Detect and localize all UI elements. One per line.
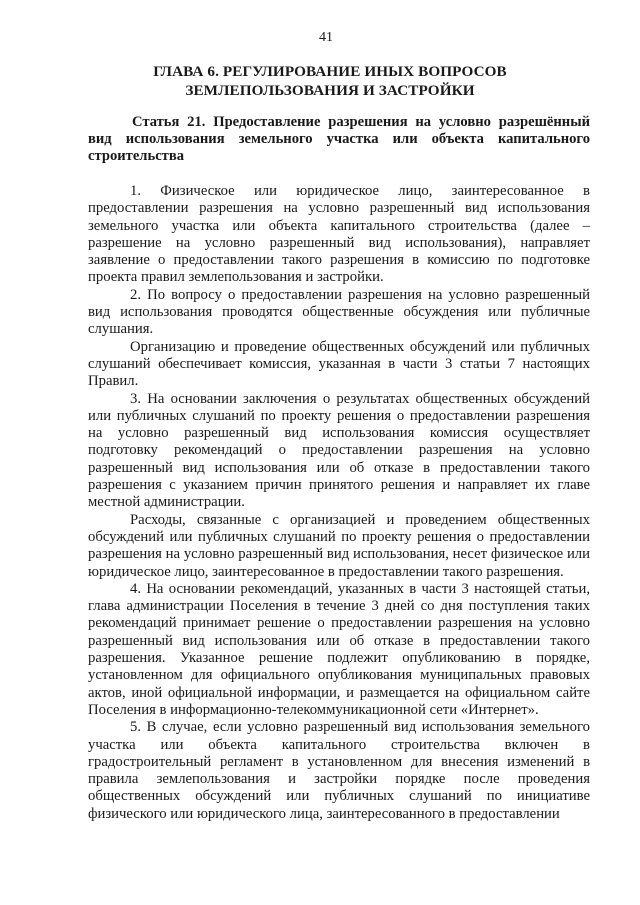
article-body (88, 183, 590, 823)
paragraph-2: 2. По вопросу о предоставлении разрешения на условно разрешенный вид использования проводятся общественные обсуждения или публичные слушания. (88, 286, 590, 338)
paragraph-7: 5. В случае, если условно разрешенный вид использования земельного участка или объекта капитального строительства включен в градостроительный регламент в установленном для внесения изменений в правила землепользования и застройки порядке после проведения общественных обсуждений или публичных слушаний по инициативе физического или юридического лица, заинтересованного в предоставлении (88, 719, 590, 822)
chapter-title-line-1: ГЛАВА 6. РЕГУЛИРОВАНИЕ ИНЫХ ВОПРОСОВ (153, 63, 507, 80)
paragraph-4: 3. На основании заключения о результатах общественных обсуждений или публичных слушаний по проекту решения о предоставлении разрешения на условно разрешенный вид использования комиссия осуществляет подготовку рекомендаций о предоставлении разрешения на условно разрешенный вид использования или об отказе в предоставлении такого разрешения с указанием причин принятого решения и направляет их главе местной администрации. (88, 390, 590, 511)
paragraph-3: Организацию и проведение общественных обсуждений или публичных слушаний обеспечивает комиссия, указанная в части 3 статьи 7 настоящих Правил. (88, 338, 590, 390)
chapter-title (60, 62, 600, 100)
paragraph-6: 4. На основании рекомендаций, указанных в части 3 настоящей статьи, глава администрации Поселения в течение 3 дней со дня поступления таких рекомендаций принимает решение о предоставлении разрешения на условно разрешенный вид использования или об отказе в предоставлении такого разрешения. Указанное решение подлежит опубликованию в порядке, установленном для официального опубликования муниципальных правовых актов, иной официальной информации, и размещается на официальном сайте Поселения в информационно-телекоммуникационной сети «Интернет». (88, 580, 590, 718)
article-title: Статья 21. Предоставление разрешения на условно разрешённый вид использования земельного участка или объекта капитального строительства (88, 114, 590, 164)
page-number: 41 (319, 30, 333, 45)
paragraph-1: 1. Физическое или юридическое лицо, заинтересованное в предоставлении разрешения на условно разрешенный вид использования земельного участка или объекта капитального строительства (далее – разрешение на условно разрешенный вид использования), направляет заявление о предоставлении такого разрешения в комиссию по подготовке проекта правил землепользования и застройки. (88, 183, 590, 286)
chapter-title-line-2: ЗЕМЛЕПОЛЬЗОВАНИЯ И ЗАСТРОЙКИ (185, 82, 475, 99)
paragraph-5: Расходы, связанные с организацией и проведением общественных обсуждений или публичных слушаний по проекту решения о предоставлении разрешения на условно разрешенный вид использования, несет физическое или юридическое лицо, заинтересованное в предоставлении такого разрешения. (88, 511, 590, 580)
